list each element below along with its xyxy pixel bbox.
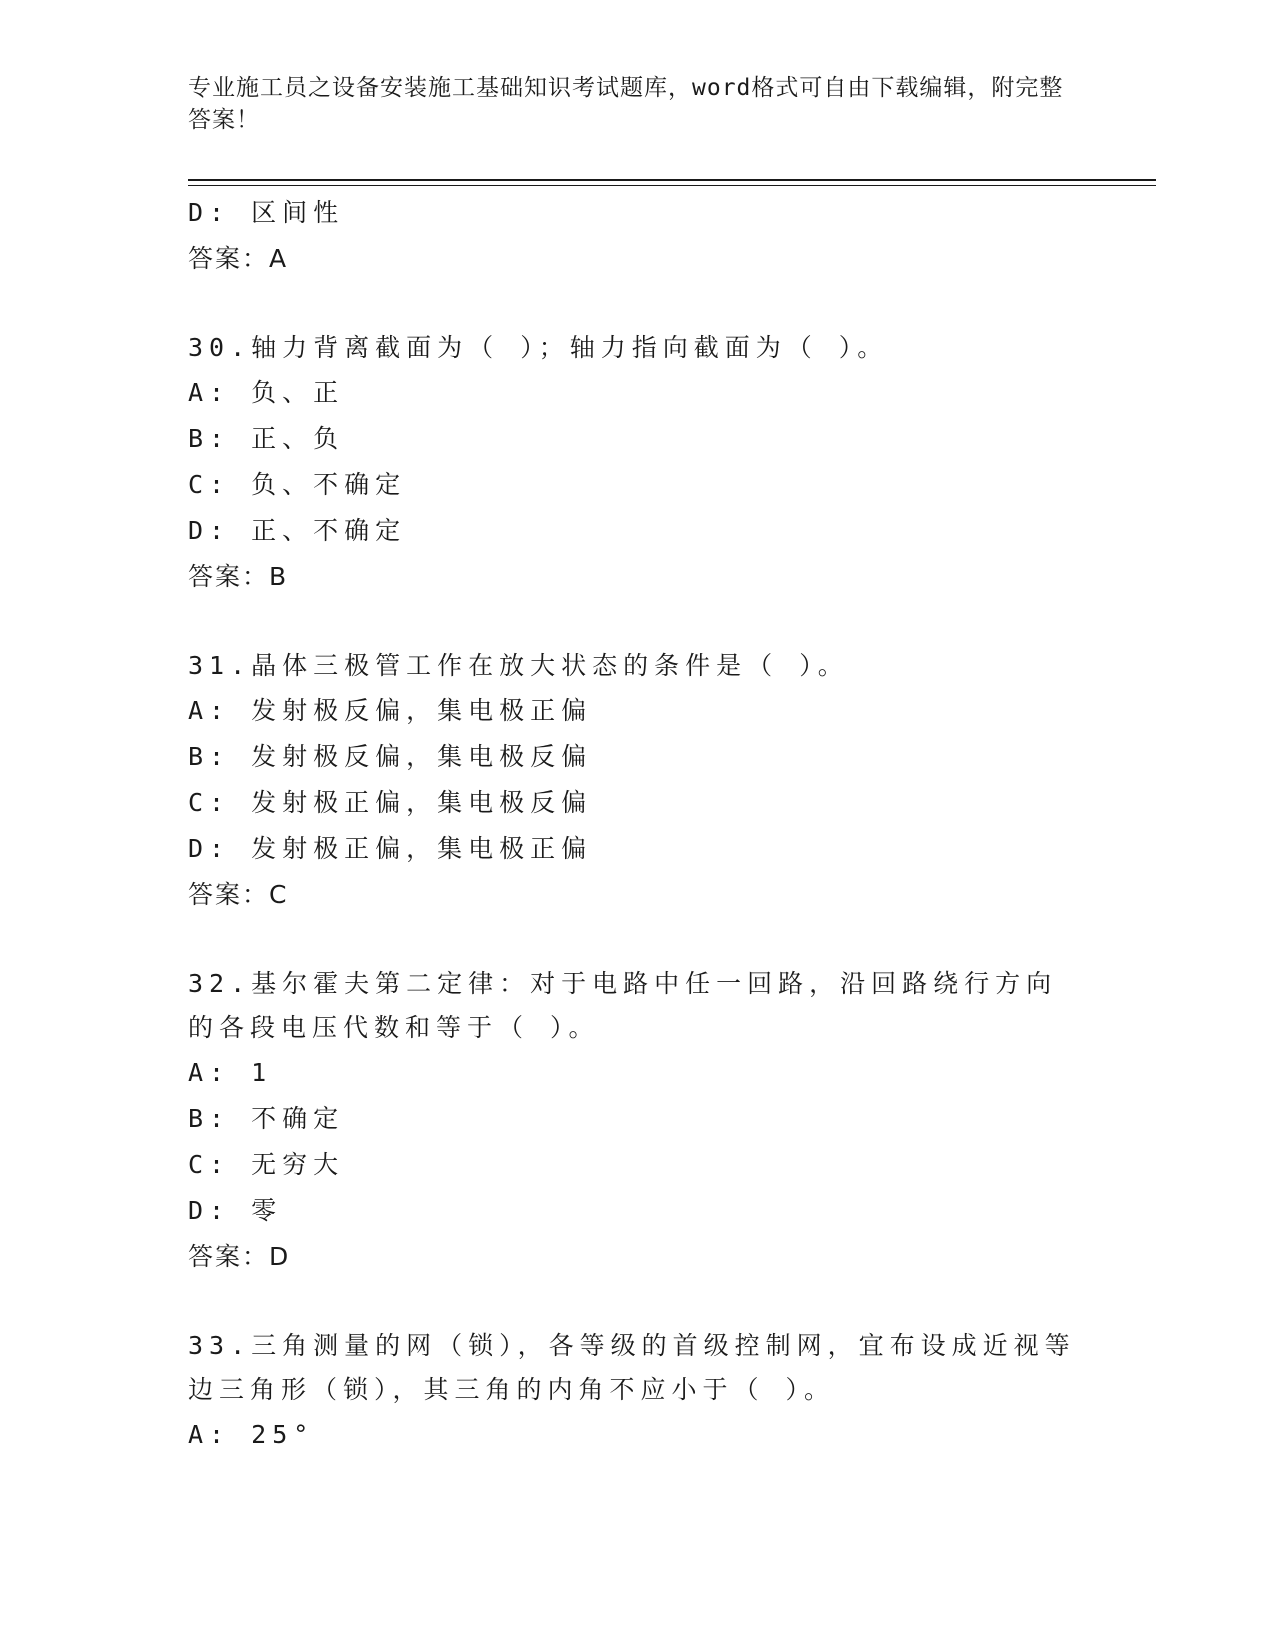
option-b: B: 不确定 [188,1104,345,1133]
question-stem: 32.基尔霍夫第二定律：对于电路中任一回路，沿回路绕行方向的各段电压代数和等于（ ）。 [188,969,1058,1042]
option-c: C: 发射极正偏，集电极反偏 [188,788,593,817]
option-a: A: 25° [188,1420,315,1449]
option-d: D: 零 [188,1196,283,1225]
header-divider-thin [188,185,1156,186]
option-a: A: 负、正 [188,378,345,407]
answer-line: 答案：D [188,1242,291,1271]
answer-line: 答案：A [188,244,289,273]
option-c: C: 负、不确定 [188,470,407,499]
option-d: D: 区间性 [188,198,345,227]
page-header: 专业施工员之设备安装施工基础知识考试题库，word格式可自由下载编辑，附完整答案！ [188,75,1064,133]
option-a: A: 发射极反偏，集电极正偏 [188,696,593,725]
option-a: A: 1 [188,1058,273,1087]
question-32 [188,962,1088,1280]
answer-line: 答案：C [188,880,289,909]
answer-line: 答案：B [188,562,289,591]
header-divider-thick [188,179,1156,181]
option-b: B: 发射极反偏，集电极反偏 [188,742,593,771]
question-stem: 30.轴力背离截面为（ ）；轴力指向截面为（ ）。 [188,333,889,362]
question-stem: 31.晶体三极管工作在放大状态的条件是（ ）。 [188,651,849,680]
question-fragment [188,190,1088,282]
question-31 [188,644,1088,918]
option-c: C: 无穷大 [188,1150,345,1179]
option-d: D: 正、不确定 [188,516,407,545]
question-stem: 33.三角测量的网（锁），各等级的首级控制网，宜布设成近视等边三角形（锁），其三角的内角不应小于（ ）。 [188,1331,1076,1404]
question-33 [188,1324,1088,1458]
option-d: D: 发射极正偏，集电极正偏 [188,834,593,863]
option-b: B: 正、负 [188,424,345,453]
exam-content [188,190,1088,1458]
question-30 [188,326,1088,600]
